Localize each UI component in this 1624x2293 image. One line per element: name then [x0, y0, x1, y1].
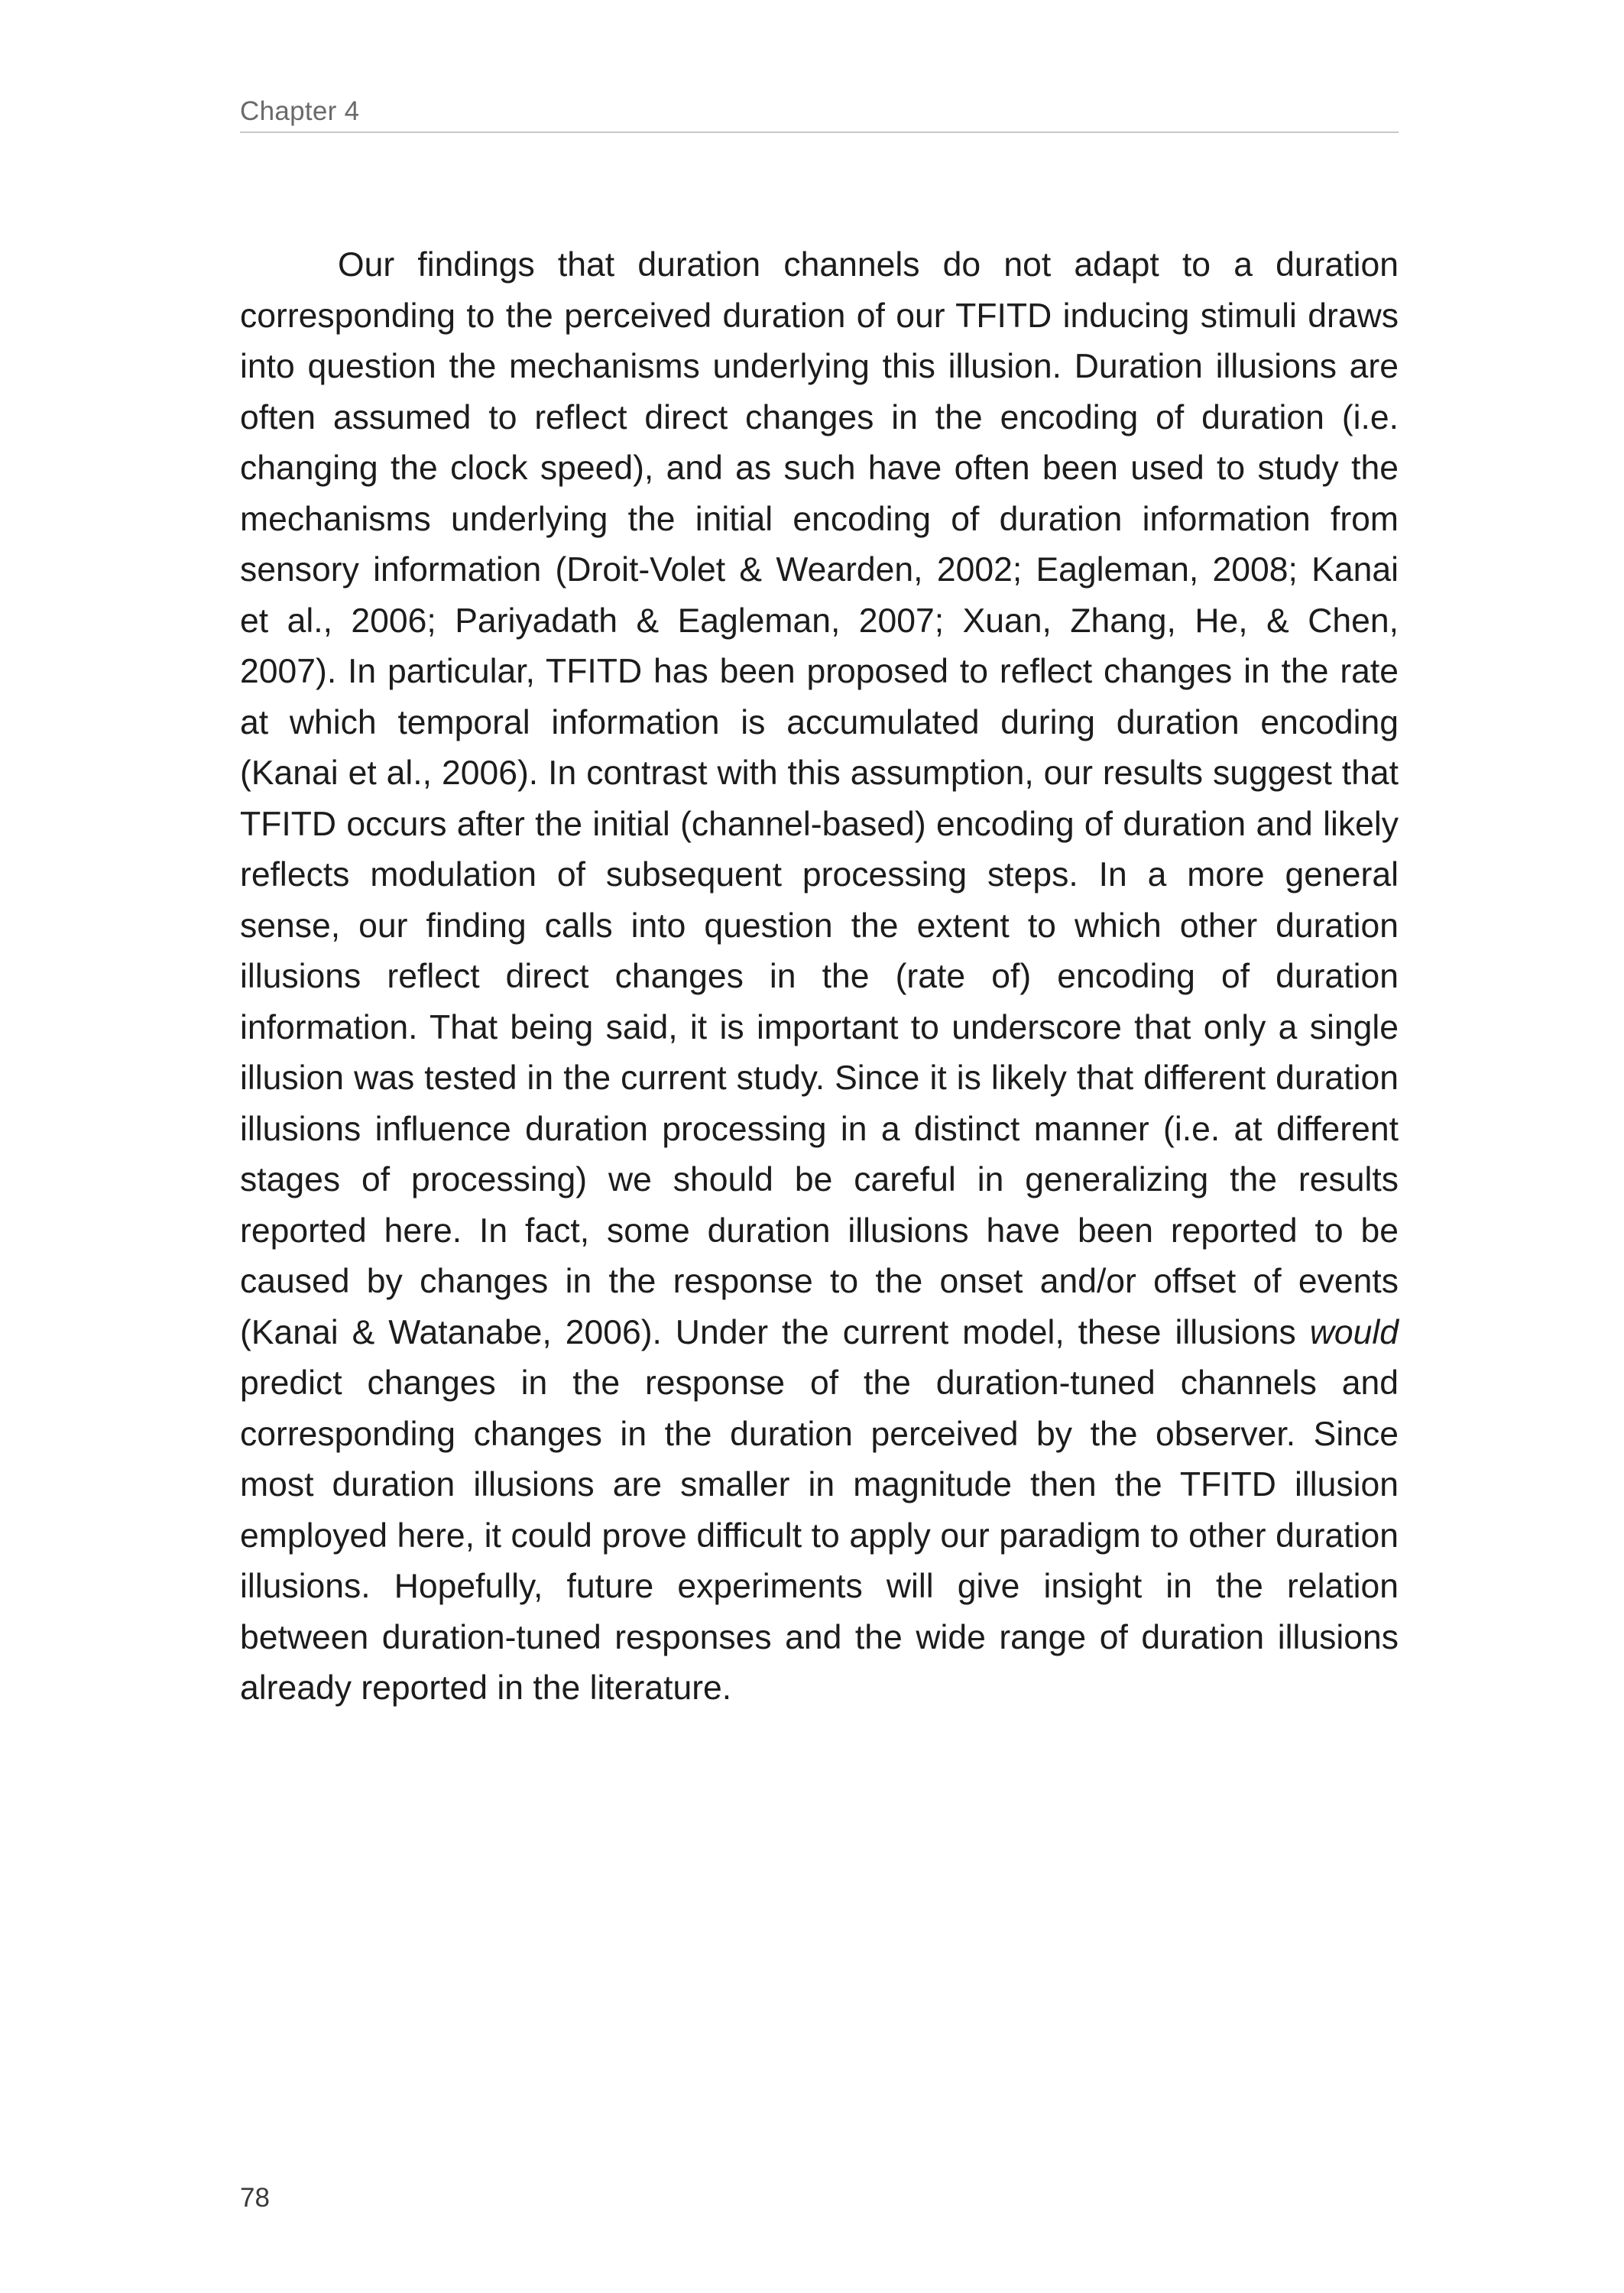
- page-number: 78: [240, 2183, 270, 2213]
- paragraph-text-part-1: Our findings that duration channels do not adapt to a duration corresponding to the perceived duration of our TFITD inducing stimuli draws into question the mechanisms underlying this illusion. Duration illusions are often assumed to reflect direct changes in the encoding of duration (i.e. changing the clock speed), and as such have often been used to study the mechanisms underlying the initial encoding of duration information from sensory information (Droit-Volet & Wearden, 2002; Eagleman, 2008; Kanai et al., 2006; Pariyadath & Eagleman, 2007; Xuan, Zhang, He, & Chen, 2007). In particular, TFITD has been proposed to reflect changes in the rate at which temporal information is accumulated during duration encoding (Kanai et al., 2006). In contrast with this assumption, our results suggest that TFITD occurs after the initial (channel-based) encoding of duration and likely reflects modulation of subsequent processing steps. In a more general sense, our finding calls into question the extent to which other duration illusions reflect direct changes in the (rate of) encoding of duration information. That being said, it is important to underscore that only a single illusion was tested in the current study. Since it is likely that different duration illusions influence duration processing in a distinct manner (i.e. at different stages of processing) we should be careful in generalizing the results reported here. In fact, some duration illusions have been reported to be caused by changes in the response to the onset and/or offset of events (Kanai & Watanabe, 2006). Under the current model, these illusions: [240, 246, 1399, 1351]
- chapter-label: Chapter 4: [240, 96, 360, 126]
- running-header: [240, 95, 1399, 133]
- paragraph-text-part-2: predict changes in the response of the duration-tuned channels and corresponding changes in the duration perceived by the observer. Since most duration illusions are smaller in magnitude then the TFITD illusion employed here, it could prove difficult to apply our paradigm to other duration illusions. Hopefully, future experiments will give insight in the relation between duration-tuned responses and the wide range of duration illusions already reported in the literature.: [240, 1364, 1399, 1707]
- main-body: [240, 240, 1399, 1714]
- paragraph-emphasis: would: [1309, 1313, 1399, 1351]
- body-paragraph: [240, 240, 1399, 1714]
